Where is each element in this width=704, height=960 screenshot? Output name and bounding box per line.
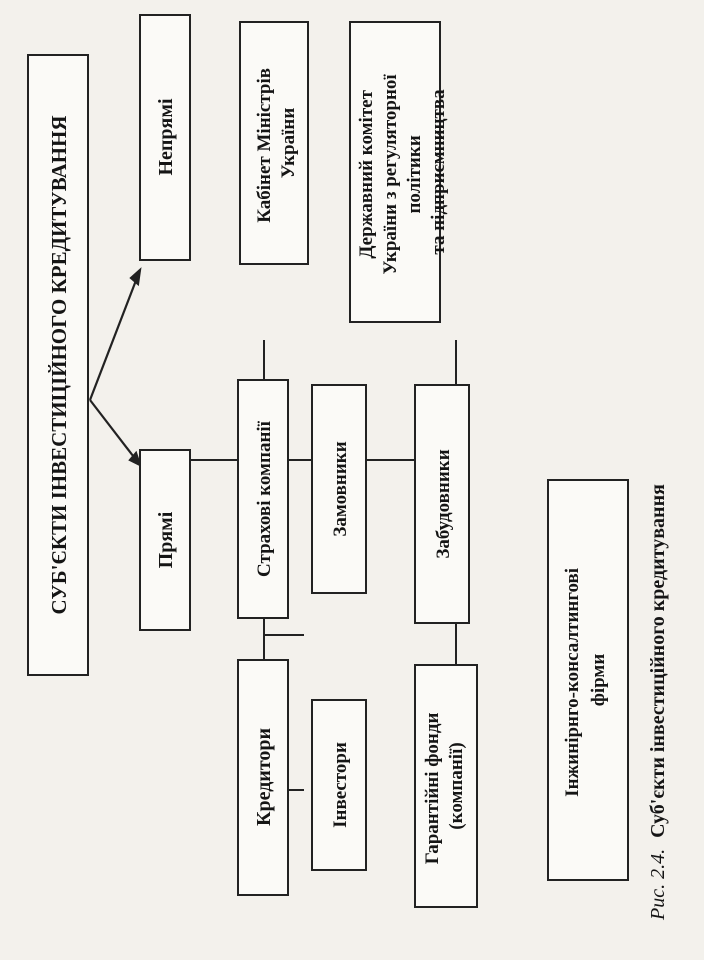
item-investory (312, 700, 366, 870)
committee-line-2: України з регуляторної (380, 74, 401, 275)
arrow-to-direct (90, 400, 140, 465)
committee-line-4: та підприємництва (428, 89, 449, 255)
indirect-label: Непрямі (155, 98, 177, 176)
investory-label: Інвестори (330, 742, 351, 828)
committee-line-1: Державний комітет (356, 90, 377, 259)
diagram-title: СУБ'ЄКТИ ІНВЕСТИЦІЙНОГО КРЕДИТУВАННЯ (47, 115, 71, 615)
garantiini-line-2: (компанії) (446, 742, 467, 830)
item-zabudovnyky (415, 385, 469, 623)
indirect-item-cabinet (240, 22, 308, 264)
committee-line-3: політики (404, 135, 425, 214)
item-strakhovi (238, 380, 288, 618)
item-zamovnyky (312, 385, 366, 593)
arrow-to-indirect-head (131, 270, 140, 284)
direct-label: Прямі (155, 511, 177, 569)
inzhyniryng-line-2: фірми (588, 653, 609, 707)
item-garantiini (415, 665, 477, 907)
svg-text:Рис. 2.4. Суб'єкти інв (647, 484, 669, 921)
cabinet-line-1: Кабінет Міністрів (254, 67, 275, 223)
item-inzhyniryng (548, 480, 628, 880)
figure-caption (647, 484, 669, 921)
zabudovnyky-label: Забудовники (433, 449, 454, 559)
item-kredytory (238, 660, 288, 895)
zamovnyky-label: Замовники (330, 441, 351, 537)
cabinet-line-2: України (278, 107, 299, 179)
arrow-to-indirect (90, 270, 140, 400)
garantiini-line-1: Гарантійні фонди (422, 712, 443, 865)
caption-text: Суб'єкти інвестиційного кредитування (647, 484, 669, 838)
strakhovi-label: Страхові компанії (254, 421, 275, 577)
inzhyniryng-line-1: Інжинірнго-консалтингові (562, 567, 583, 797)
direct-box (140, 450, 190, 630)
arrows (90, 270, 140, 465)
kredytory-label: Кредитори (253, 727, 275, 827)
caption-prefix: Рис. 2.4. (647, 848, 669, 920)
title-box (28, 55, 88, 675)
indirect-item-committee (350, 22, 449, 322)
indirect-box (140, 15, 190, 260)
